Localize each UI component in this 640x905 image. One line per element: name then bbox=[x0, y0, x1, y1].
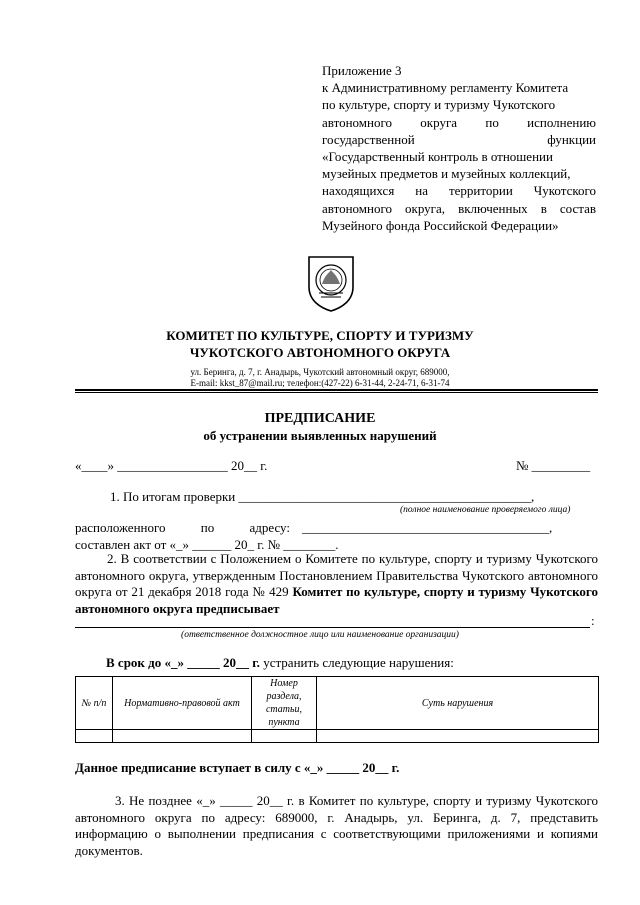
number-field: № _________ bbox=[516, 458, 591, 473]
paragraph-2 bbox=[75, 551, 598, 617]
act-line: составлен акт от «_» ______ 20_ г. № ________. bbox=[75, 537, 339, 552]
field-hint: (ответственное должностное лицо или наименование организации) bbox=[181, 630, 459, 640]
header-divider bbox=[75, 392, 598, 393]
appendix-line: Приложение 3 bbox=[322, 63, 402, 78]
table-header-cell: № п/п bbox=[76, 677, 113, 730]
address-label: расположенного по адресу: bbox=[75, 520, 290, 535]
deadline-text: устранить следующие нарушения: bbox=[259, 655, 454, 670]
appendix-line: государственной функции bbox=[322, 131, 596, 147]
table-row bbox=[76, 730, 599, 743]
colon: : bbox=[591, 613, 595, 628]
table-header-cell: Суть нарушения bbox=[317, 677, 599, 730]
org-name: КОМИТЕТ ПО КУЛЬТУРЕ, СПОРТУ И ТУРИЗМУ bbox=[166, 328, 474, 343]
org-contacts: E-mail: kkst_87@mail.ru; телефон:(427-22) 6-31-44, 2-24-71, 6-31-74 bbox=[190, 378, 450, 388]
paragraph-3: 3. Не позднее «_» _____ 20__ г. в Комитет по культуре, спорту и туризму Чукотского автономного округа по адресу: 689000, г. Анадырь, ул. Беринга, д. 7, представить информацию о выполнении предписания с соответствующими приложениями и копиями документов. bbox=[75, 793, 598, 858]
header-divider bbox=[75, 389, 598, 391]
appendix-line: к Административному регламенту Комитета bbox=[322, 80, 569, 96]
table-header-row bbox=[76, 677, 599, 730]
table-cell bbox=[252, 730, 317, 743]
deadline-line bbox=[106, 655, 454, 671]
table-cell bbox=[76, 730, 113, 743]
document-subtitle: об устранении выявленных нарушений bbox=[203, 428, 437, 443]
address-blank: ______________________________________, bbox=[302, 520, 553, 535]
table-header-cell: Номер раздела, статьи, пункта bbox=[252, 677, 317, 730]
appendix-line: музейных предметов и музейных коллекций, bbox=[322, 166, 571, 182]
violations-table bbox=[75, 676, 599, 743]
table-cell bbox=[317, 730, 599, 743]
effective-date: Данное предписание вступает в силу с «_» _____ 20__ г. bbox=[75, 760, 400, 775]
deadline-bold: В срок до «_» _____ 20__ г. bbox=[106, 655, 260, 670]
appendix-line: «Государственный контроль в отношении bbox=[322, 149, 553, 165]
date-field: «____» _________________ 20__ г. bbox=[75, 458, 268, 473]
appendix-line: Музейного фонда Российской Федерации» bbox=[322, 217, 559, 233]
org-address: ул. Беринга, д. 7, г. Анадырь, Чукотский автономный округ, 689000, bbox=[190, 367, 450, 377]
appendix-line: по культуре, спорту и туризму Чукотского bbox=[322, 97, 556, 113]
paragraph-1: 1. По итогам проверки _____________________________________________, bbox=[110, 489, 535, 504]
paragraph-2-bold: Комитет по культуре, спорту и туризму Чукотского автономного округа предписывает bbox=[75, 584, 598, 616]
document-title: ПРЕДПИСАНИЕ bbox=[264, 411, 376, 426]
appendix-line: автономного округа, включенных в состав bbox=[322, 200, 596, 216]
appendix-line: находящихся на территории Чукотского bbox=[322, 183, 596, 199]
appendix-note bbox=[322, 62, 596, 234]
table-cell bbox=[113, 730, 252, 743]
table-header-cell: Нормативно-правовой акт bbox=[113, 677, 252, 730]
field-hint: (полное наименование проверяемого лица) bbox=[400, 505, 571, 515]
appendix-line: автономного округа по исполнению bbox=[322, 114, 596, 130]
blank-line bbox=[75, 627, 590, 628]
org-name: ЧУКОТСКОГО АВТОНОМНОГО ОКРУГА bbox=[189, 345, 451, 360]
emblem-icon bbox=[305, 253, 357, 313]
paragraph-2-text: 2. В соответствии с Положением о Комитете по культуре, спорту и туризму Чукотского автономного округа, утвержденным Постановлением Правительства Чукотского автономного округа от 21 декабря 2018 года № 429 bbox=[75, 551, 598, 599]
